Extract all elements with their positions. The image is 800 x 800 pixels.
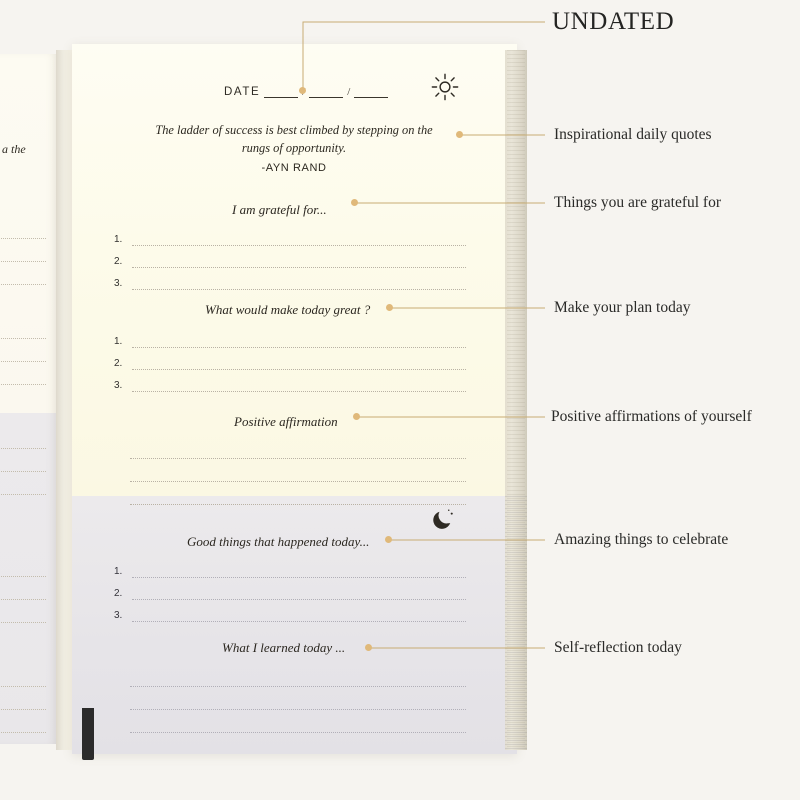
list-number: 2. xyxy=(114,256,123,267)
quote-author: -AYN RAND xyxy=(261,162,327,174)
section-heading-celebrate: Good things that happened today... xyxy=(187,534,370,549)
list-number: 1. xyxy=(114,336,123,347)
list-number: 2. xyxy=(114,358,123,369)
leader-dot-plan xyxy=(386,304,393,311)
leader-dot-grateful xyxy=(351,199,358,206)
date-label: DATE xyxy=(224,86,261,98)
annotation-grateful: Things you are grateful for xyxy=(554,194,721,211)
annotation-reflection: Self-reflection today xyxy=(554,639,682,656)
annotation-quotes: Inspirational daily quotes xyxy=(554,126,712,143)
annotation-plan: Make your plan today xyxy=(554,299,691,316)
annotation-title: UNDATED xyxy=(552,8,675,35)
list-number: 1. xyxy=(114,234,123,245)
list-number: 1. xyxy=(114,566,123,577)
section-heading-grateful: I am grateful for... xyxy=(232,202,327,217)
annotation-affirmation: Positive affirmations of yourself xyxy=(551,408,752,425)
date-separator: / xyxy=(347,86,351,98)
leader-dot-quotes xyxy=(456,131,463,138)
list-number: 3. xyxy=(114,278,123,289)
list-number: 3. xyxy=(114,380,123,391)
leader-dot-reflection xyxy=(365,644,372,651)
leader-dot-title xyxy=(299,87,306,94)
list-number: 3. xyxy=(114,610,123,621)
daily-quote: The ladder of success is best climbed by stepping on the rungs of opportunity. xyxy=(155,123,433,155)
list-number: 2. xyxy=(114,588,123,599)
section-heading-reflection: What I learned today ... xyxy=(222,640,346,655)
annotation-celebrate: Amazing things to celebrate xyxy=(554,531,729,548)
leader-dot-celebrate xyxy=(385,536,392,543)
section-heading-affirmation: Positive affirmation xyxy=(234,414,338,429)
left-page-partial-text: a the xyxy=(2,142,26,156)
section-heading-plan: What would make today great ? xyxy=(205,302,371,317)
leader-dot-affirmation xyxy=(353,413,360,420)
